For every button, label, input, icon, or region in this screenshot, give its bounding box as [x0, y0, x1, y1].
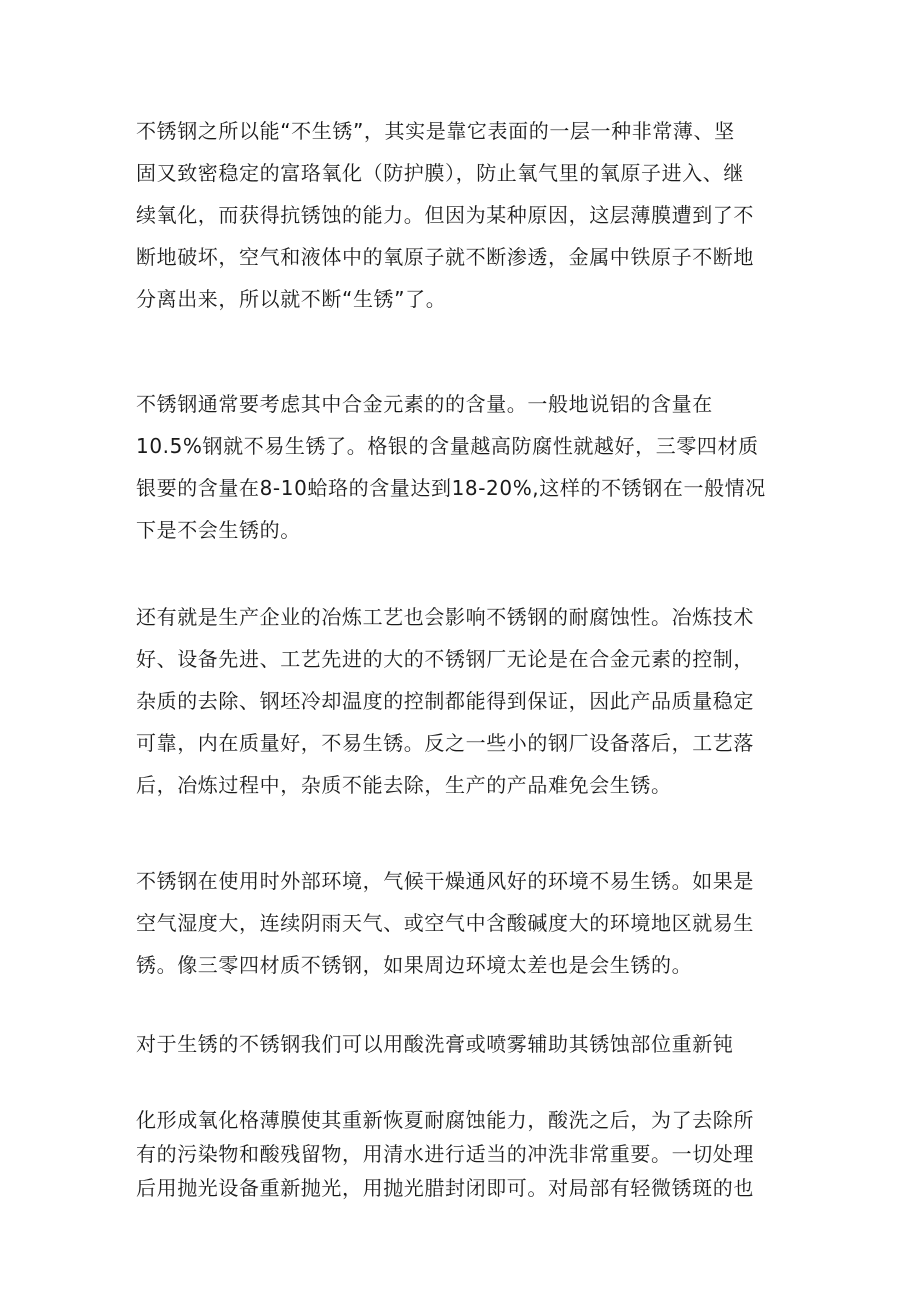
text-line: 不锈钢之所以能“不生锈”，其实是靠它表面的一层一种非常薄、坚 [136, 119, 735, 143]
text-line: 锈。像三零四材质不锈钢，如果周边环境太差也是会生锈的。 [136, 953, 693, 977]
text-line: 不锈钢通常要考虑其中合金元素的的含量。一般地说铝的含量在 [136, 392, 713, 416]
paragraph-rust-mechanism [136, 110, 784, 320]
text-line: 下是不会生锈的。 [136, 518, 301, 542]
text-line: 断地破坏，空气和液体中的氧原子就不断渗透，金属中铁原子不断地 [136, 245, 754, 269]
paragraph-environment [136, 860, 784, 986]
text-line: 还有就是生产企业的冶炼工艺也会影响不锈钢的耐腐蚀性。冶炼技术 [136, 605, 754, 629]
text-line: 续氧化，而获得抗锈蚀的能力。但因为某种原因，这层薄膜遭到了不 [136, 203, 754, 227]
text-line: 不锈钢在使用时外部环境，气候干燥通风好的环境不易生锈。如果是 [136, 869, 754, 893]
paragraph-treatment-intro [136, 1030, 784, 1058]
text-line: 好、设备先进、工艺先进的大的不锈钢厂无论是在合金元素的控制， [136, 647, 754, 671]
paragraph-smelting-process [136, 596, 784, 806]
text-line: 杂质的去除、钢坯冷却温度的控制都能得到保证，因此产品质量稳定 [136, 689, 754, 713]
text-line: 后，冶炼过程中，杂质不能去除，生产的产品难免会生锈。 [136, 773, 672, 797]
text-line: 对于生锈的不锈钢我们可以用酸洗膏或喷雾辅助其锈蚀部位重新钝 [136, 1032, 734, 1056]
text-line: 固又致密稳定的富珞氧化（防护膜），防止氧气里的氧原子进入、继 [136, 161, 744, 185]
text-line: 银要的含量在8-10蛤珞的含量达到18-20%,这样的不锈钢在一般情况 [136, 476, 766, 500]
paragraph-treatment-detail [136, 1103, 784, 1205]
text-line: 有的污染物和酸残留物，用清水进行适当的冲洗非常重要。一切处理 [136, 1142, 754, 1166]
text-line: 空气湿度大，连续阴雨天气、或空气中含酸碱度大的环境地区就易生 [136, 911, 754, 935]
text-line: 分离出来，所以就不断“生锈”了。 [136, 287, 447, 311]
paragraph-alloy-content [136, 383, 784, 551]
text-line: 10.5%钢就不易生锈了。格银的含量越高防腐性就越好，三零四材质 [136, 434, 759, 458]
text-line: 后用抛光设备重新抛光，用抛光腊封闭即可。对局部有轻微锈斑的也 [136, 1176, 754, 1200]
text-line: 化形成氧化格薄膜使其重新恢夏耐腐蚀能力，酸洗之后，为了去除所 [136, 1108, 754, 1132]
text-line: 可靠，内在质量好，不易生锈。反之一些小的钢厂设备落后，工艺落 [136, 731, 754, 755]
